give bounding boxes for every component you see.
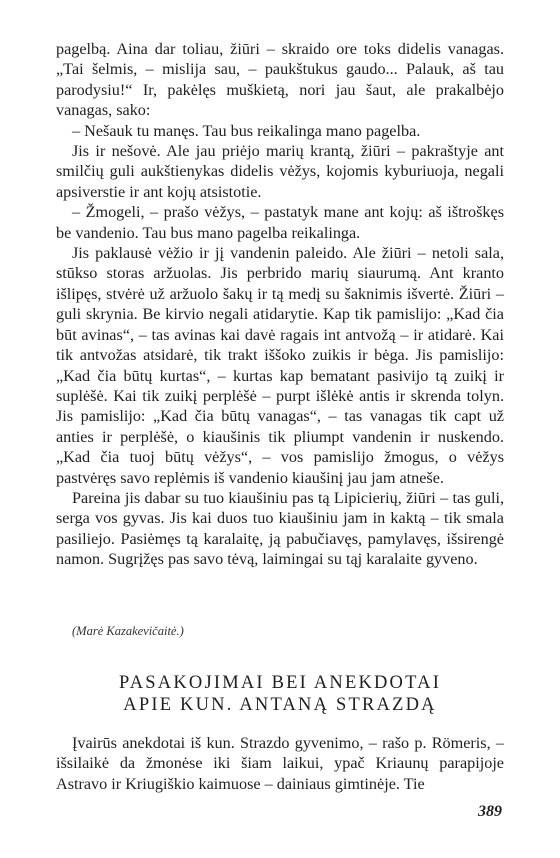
paragraph: – Nešauk tu manęs. Tau bus reikalinga mano pagelba. xyxy=(72,121,421,140)
author-attribution: (Marė Kazakevičaitė.) xyxy=(72,624,184,638)
paragraph: Pareina jis dabar su tuo kiaušiniu pas tą Lipicierių, žiūri – tas guli, serga vos gyvas. Jis kai duos tuo kiaušiniu jam in kaktą – tik smala pasiliejo. Pasiėmęs tą karalaitę, ją pabučiavęs, pamylavęs, išsirengė namon. Sugrįžęs pas savo tėvą, laimingai su tąj karalaite gyveno. xyxy=(56,488,504,569)
paragraph: Jis paklausė vėžio ir jį vandenin paleido. Ale žiūri – netoli sala, stūkso storas aržuolas. Jis perbrido marių siaurumą. Ant kranto išlipęs, stvėrė už aržuolo šakų ir tą medį su šaknimis išvertė. Žiūri – guli skrynia. Be kirvio negali atidarytie. Kap tik pamislijo: „Kad čia būt avinas“, – tas avinas kai davė ragais int antvožą – ir atidarė. Kai tik antvožas atsidarė, tik trakt iššoko zuikis ir bėga. Jis pamislijo: „Kad čia būtų kurtas“, – kurtas kap bematant pasivijo tą zuikį ir suplėšė. Kai tik zuikį perplėšė – purpt išlėkė antis ir skrenda tolyn. Jis pamislijo: „Kad čia būtų vanagas“, – tas vanagas tik capt už anties ir perplėšė, o kiaušinis tik pliumpt vandenin ir nuskendo. „Kad čia tuoj būtų vėžys“, – vos pamislijo žmogus, o vėžys pastvėręs savo replėmis iš vandenio kiaušinį jau jam atneše. xyxy=(56,244,504,487)
paragraph: Įvairūs anekdotai iš kun. Strazdo gyvenimo, – rašo p. Römeris, – išsilaikė da žmonėse iki šiam laikui, ypač Kriaunų parapijoje Astravo ir Kriugiškio kaimuose – dainiaus gimtinėje. Tie xyxy=(56,734,504,793)
section-text xyxy=(56,733,504,794)
section-heading xyxy=(56,672,504,716)
paragraph: – Žmogeli, – prašo vėžys, – pastatyk mane ant kojų: aš ištroškęs be vandenio. Tau bus mano pagelba reikalinga. xyxy=(56,203,504,242)
paragraph: pagelbą. Aina dar toliau, žiūri – skraido ore toks didelis vanagas. „Tai šelmis, – mislija sau, – paukštukus gaudo... Palauk, aš tau parodysiu!“ Ir, pakėlęs muškietą, nori jau šaut, ale prakalbėjo vanagas, sako: xyxy=(56,40,504,120)
heading-line-1: PASAKOJIMAI BEI ANEKDOTAI xyxy=(118,673,442,693)
paragraph: Jis ir nešovė. Ale jau priėjo marių krantą, žiūri – pakraštyje ant smilčių guli aukštienykas didelis vėžys, kojomis kyburiuoja, negali apsiverstie ir ant kojų atsistotie. xyxy=(56,142,504,201)
page-number: 389 xyxy=(478,803,502,820)
story-text xyxy=(56,39,504,570)
heading-line-2: APIE KUN. ANTANĄ STRAZDĄ xyxy=(123,695,437,715)
